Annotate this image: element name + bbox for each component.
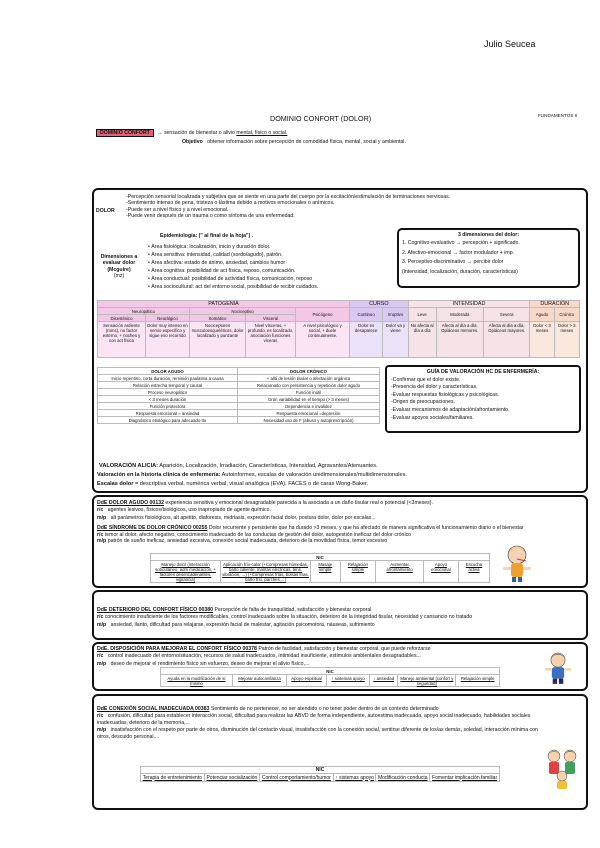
objetivo-text: obtener información sobre percepción de comodidad física, mental, social y ambiental. [207,139,406,145]
area-item: • Área sensitiva: intensidad, calidad (sordo/agudo), patrón. [148,251,283,258]
tres-dimensiones-box: 3 dimensiones del dolor: 1. Cognitivo-evaluativo → percepción + significado. 2. Afectivo-emocional → factor modulador + imp. 3. Perceptivo-discriminativo → percibir dolor (intensidad, localización, duración, características) [397,228,580,288]
dominio-def-link: mental, físico o social. [236,130,288,136]
area-item: • Área afectiva: estado de ánimo, ansiedad, cambios humor [148,259,286,266]
child-relax-illustration [543,650,573,686]
fundamentos-label: FUNDAMENTOS II [538,113,578,118]
valoracion-block: VALORACIÓN ALICIA: Aparición, Localización, Irradiación, Características, Intensidad, Agravantes/Atenuantes. Valoración en la historia clínica de enfermería: Autoinformes, escalas de valoración unidimensionales/multidimensionales. Escalas dolor = descriptiva verbal, numérica verbal, visual analógica (EVA), FACES o de caras Wong-Baker. [97,463,407,487]
dx2: DdE SÍNDROME DE DOLOR CRÓNICO 00255 Dolor recurrente y persistente que ha durado >3 meses, y que ha afectado de manera significativa el funcionamiento diario o el bienestar r/c temor al dolor, afecto negativo, conocimiento inadecuado de las conductas de gestión del dolor, autogestión ineficaz del dolor crónico m/p patrón de sueño ineficaz, ansiedad excesiva, conexión social inadecuada, deterioro de la movilidad física, temor excesivo [97,525,524,545]
doc-title: DOMINIO CONFORT (DOLOR) [270,114,372,123]
dominio-badge: DOMINIO CONFORT [96,129,154,137]
agudo-cronico-table: DOLOR AGUDO DOLOR CRÓNICO Inicio repentino, corta duración, remisión paulatina a causa + allá de lesión tisular o afectación orgánica Relación estrecha temporal y causal Relacionado con persistencia y repetición dolor agudo Proceso neuropático Función inútil < 3 meses duración Gran variabilidad en el tiempo (> 3 meses) Función protectora Dependencia e invalidez Respuesta emocional = ansiedad Respuesta emocional =depresión Diagnóstico etiológico para adecuado tto Necesidad uso de F (abuso y autoprescripción) [97,367,380,424]
objetivo-label: Objetivo [182,139,203,145]
dolor-items [126,194,581,220]
nic-table-dolor: NIC Manejo dolor (interacción sobcutáneo, adm medicación, + factores desencadenantes, vigilancia) Aplicación frío-calor (+Compresas húmedas, baño caliente, mantas eléctricas, tens, vibración, ...) (+Compresas frías, bolsas frías, baño frío, parches,...) Masaje simple Relajación simple Aumentar afrontamiento Apoyo emocional Escucha activa [150,553,490,583]
guia-box: GUÍA DE VALORACIÓN HC DE ENFERMERÍA: -Confirmar que el dolor existe. -Presencia del dolor y características. -Evaluar respuestas fisiológicas y psicológicas. -Origen de preocupaciones. -Evaluar mecanismos de adaptación/afrontamiento. -Evaluar apoyos sociales/familiares. [385,365,581,433]
areas-list [148,244,398,291]
dolor-item: -Puede venir después de un trauma o como síntoma de una enfermedad. [126,213,295,220]
dx5: DdE CONEXIÓN SOCIAL INADECUADA 00383 Sentimiento de no pertenecer, no ser atendido o no tener poder dentro de un contexto determinado r/c confusión, dificultad para establecer interacción social, dificultad para realizar las ABVD de forma independiente, autoestima inadecuada, apoyo social inadecuado, habilidades sociales inadecuadas, deterioro de la memoria,... m/p insatisfacción con el respeto por parte de otros, disminución del contacto visual, insatisfacción con la conexión social, sentirse diferente de los/as demás, soledad, interacción mínima con otros, descuido personal,... [97,706,538,740]
nic-table-conexion: NIC Terapia de entretenimiento Potenciar socialización Control comportamiento/humor ↑ sistemas apoyo Modificación conducta Fomentar implicación familiar [140,766,500,782]
dx3: DdE DETERIORO DEL CONFORT FÍSICO 00380 Percepción de falta de tranquilidad, satisfacción y bienestar corporal r/c conocimiento insuficiente de los factores modificables, control inadecuado sobre la situación, deterioro de la integridad tisular, necesidad y cansancio no tratado m/p ansiedad, llanto, dificultad para relajarse, expresión facial de malestar, agitación psicomotora, náuseas, sufrimiento [97,607,473,628]
dx1: DdE DOLOR AGUDO 00132 experiencia sensitiva y emocional desagradable parecida a la asociada a un daño tisular real o potencial (<3meses). r/c agentes lesivos, físicos/biológicos, uso inapropiado de agente químico. m/p alt parámetros fisiológicos, alt apetito, diaforesis, midriasis, expresión facial dolor, postura dolor, dolor por escalas... [97,500,433,521]
child-fever-illustration [500,543,534,583]
area-item: • Área sociocultural: act del entorno social, posibilidad de recibir cuidados. [148,283,319,290]
dolor-item: -Percepción sensorial localizada y subjetiva que se siente en una parte del cuerpo por la excitación/estimulación de terminaciones nerviosas. [126,194,451,200]
guia-title: GUÍA DE VALORACIÓN HC DE ENFERMERÍA: [426,369,540,375]
area-item: • Área cognitiva: posibilidad de act física, reposo, comunicación. [148,267,296,274]
nic-table-disposicion: NIC Ayuda en la modificación de sí mismo Mejorar autoconfianza Apoyo espiritual ↑ sistemas apoyo ↓ ansiedad Manejo ambiental (confort y seguridad) Relajación simple [160,667,500,687]
dolor-label: DOLOR [96,208,115,214]
dolor-item: -Puede ser a nivel físico y a nivel emocional. [126,206,229,213]
dolor-item: -Sentimiento intenso de pena, tristeza o lástima debido a motivos emocionales o anímicos. [126,200,335,207]
children-group-illustration [542,746,582,790]
dimensiones-label: Dimensiones a evaluar dolor (Mcguire) (mz) [100,254,138,280]
epidemiologia: Epidemiología: (" al final de la hoja") . [160,233,254,239]
patogenia-table: PATOGENIA CURSO INTENSIDAD DURACIÓN Neuropático Nociceptivo Psicógeno Continuo Irruptivo Leve Moderada Severa Agudo Crónico Disestésico Neurálgico Somático Visceral Sensación ardiente (mms), no factor externo, + noches y con act física Dolor muy intenso en nervio específico y sigue eso recorrido Nociceptores musculoesqueléticos, dolor localizado y punzante Nivel vísceras, + profundo, es localizado, asociación funciones víceras A nivel psicológico y social, + duele continuamente. Dolor es desaparece Dolor va y viene No afecta al día a día Afecta al día a día. Opiáceos menores. Afecta al día a día. Opiáceos mayores. Dolor < 3 meses Dolor > 3 meses [97,300,580,358]
dominio-row: DOMINIO CONFORT → sensación de bienestar o alivio mental, físico o social. [96,130,287,136]
author-name: Julio Seucea [484,39,536,49]
area-item: • Área fisiológica: localización, inicio y duración dolor. [148,244,271,250]
tres-dimensiones-title: 3 dimensiones del dolor: [457,232,520,238]
objetivo-row [182,139,406,145]
dx4: DdE. DISPOSICIÓN PARA MEJORAR EL CONFORT FÍSICO 00378 Patrón de facilidad, satisfacción y bienestar corporal, que puede reforzarse r/c control inadecuado del entorno/situación, recursos de salud inadecuados, intimidad insuficiente, estímulos ambientales desagradables... m/p deseo de mejorar el rendimiento físico sin esfuerzo, deseo de mejorar el alivio físico,... [97,646,431,667]
dominio-def: sensación de bienestar o alivio [163,130,237,136]
area-item: • Área conductual: posibilidad de actividad física, comunicación, reposo [148,275,313,282]
